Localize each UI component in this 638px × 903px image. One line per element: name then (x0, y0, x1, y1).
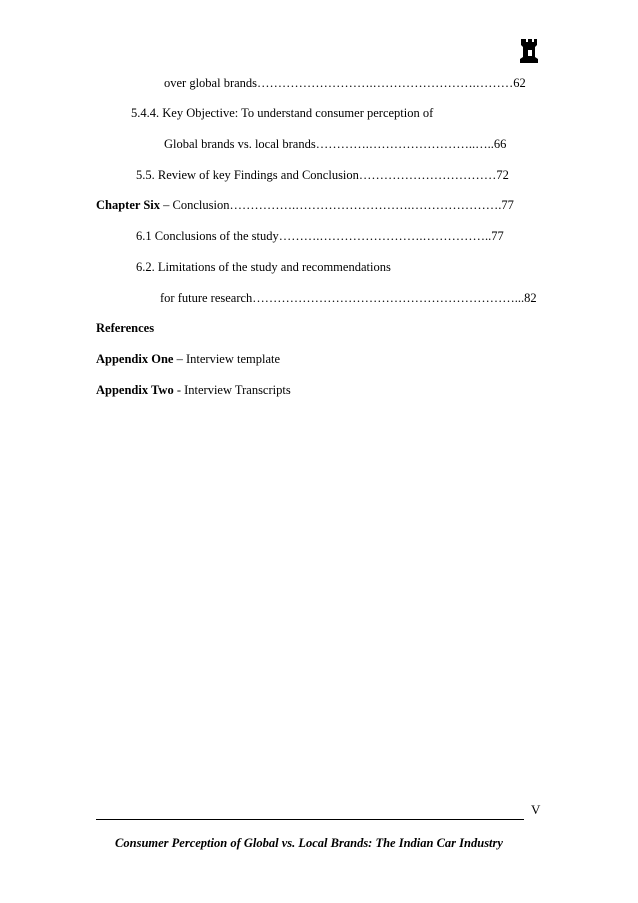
toc-entry-future-research: for future research………………………………………………………...82 (160, 291, 537, 305)
toc-entry-5-4-4: 5.4.4. Key Objective: To understand consumer perception of (131, 106, 434, 120)
toc-entry-chapter-six (96, 197, 514, 213)
toc-entry-chapter-six-label: Chapter Six (96, 198, 161, 212)
toc-entry-global-vs-local: Global brands vs. local brands………….……………………..…..66 (164, 137, 507, 151)
toc-entry-appendix-two-title: - Interview Transcripts (173, 383, 291, 397)
toc-entry-appendix-one-label: Appendix One (96, 352, 174, 366)
toc-entry-chapter-six-title: – Conclusion…………….……………………….………………….77 (160, 198, 514, 212)
toc-entry-appendix-one-title: – Interview template (173, 352, 281, 366)
page-number: V (531, 802, 541, 817)
toc-entry-6-1: 6.1 Conclusions of the study……….…………………….……………..77 (136, 229, 504, 243)
footer-title: Consumer Perception of Global vs. Local Brands: The Indian Car Industry (115, 836, 503, 850)
toc-entry-appendix-two (96, 382, 291, 398)
toc-entry-appendix-two-label: Appendix Two (96, 383, 174, 397)
castle-tower-icon (518, 38, 542, 64)
toc-entry-6-2: 6.2. Limitations of the study and recommendations (136, 260, 391, 274)
toc-entry-appendix-one (96, 351, 280, 367)
toc-entry-5-5: 5.5. Review of key Findings and Conclusion……………………………72 (136, 168, 509, 182)
toc-entry-references (96, 320, 154, 336)
toc-entry-references-label: References (96, 321, 155, 335)
toc-entry-over-global-brands: over global brands……………………….…………………….………62 (164, 76, 526, 90)
footer-divider (96, 819, 524, 820)
